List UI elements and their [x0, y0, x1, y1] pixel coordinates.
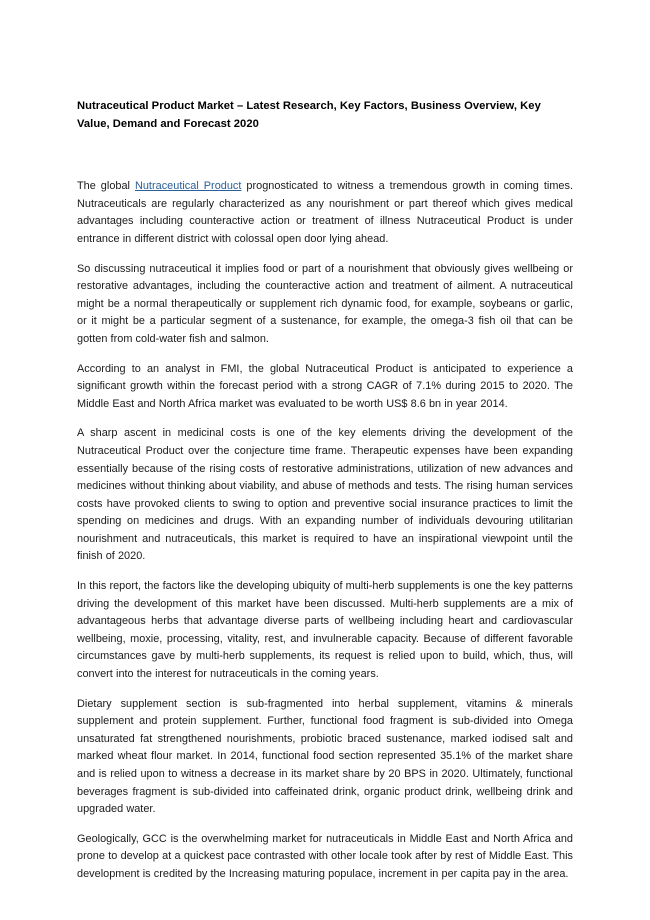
paragraph-7: Geologically, GCC is the overwhelming market for nutraceuticals in Middle East and North Africa and prone to develop at a quickest pace contrasted with other locale took after by rest of Middle East. This development is credited by the Increasing maturing populace, increment in per capita pay in the area. [77, 832, 573, 880]
paragraph-6: Dietary supplement section is sub-fragmented into herbal supplement, vitamins & minerals supplement and protein supplement. Further, functional food fragment is sub-divided into Omega unsaturated fat strengthened nourishments, probiotic braced sustenance, marked iodised salt and marked wheat flour market. In 2014, functional food section represented 35.1% of the market share and is relied upon to witness a decrease in its market share by 20 BPS in 2020. Ultimately, functional beverages fragment is sub-divided into caffeinated drink, organic product drink, wellbeing drink and upgraded water. [77, 697, 573, 816]
paragraph-5: In this report, the factors like the developing ubiquity of multi-herb supplements is one the key patterns driving the development of this market have been discussed. Multi-herb supplements are a mix of advantageous herbs that advantage diverse parts of wellbeing including heart and cardiovascular wellbeing, moxie, processing, vitality, rest, and invulnerable capacity. Because of different favorable circumstances gave by multi-herb supplements, its request is relied upon to build, which, thus, will convert into the interest for nutraceuticals in the coming years. [77, 580, 573, 681]
paragraph-4: A sharp ascent in medicinal costs is one of the key elements driving the development of the Nutraceutical Product over the conjecture time frame. Therapeutic expenses have been expanding essentially because of the rising costs of restorative administrations, utilization of new advances and medicines without thinking about viability, and abuse of methods and tests. The rising human services costs have provoked clients to swing to option and preventive social insurance practices to limit the spending on medicines and drugs. With an expanding number of individuals devouring utilitarian nourishment and nutraceuticals, this market is required to have an inspirational viewpoint until the finish of 2020. [77, 427, 573, 563]
paragraph-1-trailing-text: prognosticated to witness a tremendous growth in coming times. Nutraceuticals are regularly characterized as any nourishment or part thereof which gives medical advantages including counteractive action or treatment of illness Nutraceutical Product is under entrance in different district with colossal open door lying ahead. [77, 180, 573, 245]
document-content [77, 98, 573, 884]
paragraph-1-lead-text: The global [77, 180, 135, 193]
page-title: Nutraceutical Product Market – Latest Research, Key Factors, Business Overview, Key Value, Demand and Forecast 2020 [77, 100, 541, 130]
paragraph-1 [77, 178, 573, 248]
nutraceutical-product-link[interactable]: Nutraceutical Product [134, 180, 242, 193]
paragraph-3: According to an analyst in FMI, the global Nutraceutical Product is anticipated to experience a significant growth within the forecast period with a strong CAGR of 7.1% during 2015 to 2020. The Middle East and North Africa market was evaluated to be worth US$ 8.6 bn in year 2014. [77, 362, 573, 410]
paragraph-2: So discussing nutraceutical it implies food or part of a nourishment that obviously gives wellbeing or restorative advantages, including the counteractive action and treatment of ailment. A nutraceutical might be a normal therapeutically or supplement rich dynamic food, for example, soybeans or garlic, or it might be a particular segment of a sustenance, for example, the omega-3 fish oil that can be gotten from cold-water fish and salmon. [77, 262, 573, 345]
document-body [77, 178, 573, 883]
